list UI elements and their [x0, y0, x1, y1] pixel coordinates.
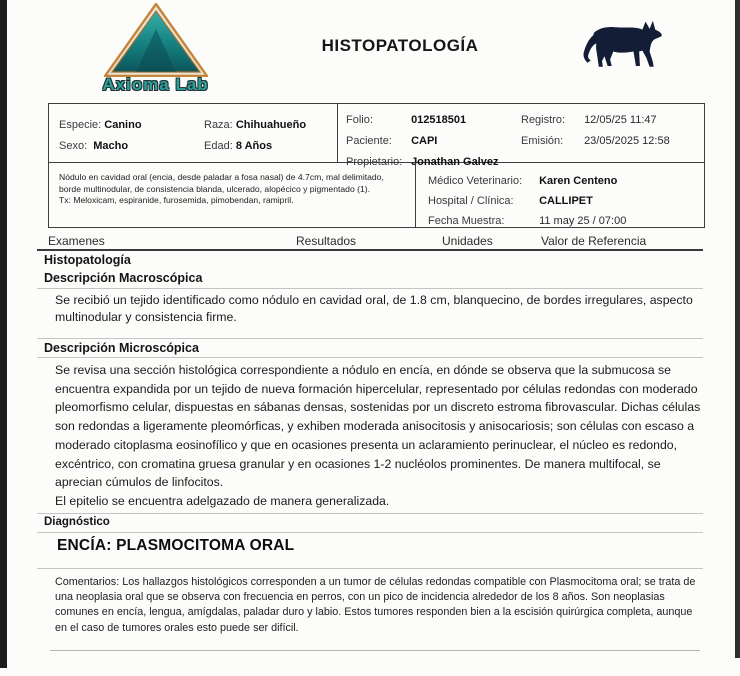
micro-divider-top [37, 338, 703, 339]
micro-paragraph-2: El epitelio se encuentra adelgazado de manera generalizada. [55, 493, 390, 508]
species-cell [49, 104, 338, 162]
section-diagnostico-title: Diagnóstico [44, 516, 110, 528]
header-divider [37, 249, 703, 251]
section-macro-title: Descripción Macroscópica [44, 271, 203, 285]
registro-field: Registro: 12/05/25 11:47 [521, 114, 657, 126]
vet-field: Médico Veterinario: Karen Centeno [428, 175, 618, 187]
diag-divider-bottom [37, 532, 703, 533]
clinical-notes-line1: Nódulo en cavidad oral (encia, desde paladar a fosa nasal) de 4.7cm, mal delimitado, borde multinodular, de consistencia blanda, ulcerado, alopécico y pigmentado (1). [59, 172, 384, 194]
macro-divider [37, 288, 703, 289]
diag-divider-top [37, 513, 703, 514]
raza-field: Raza: Chihuahueño [204, 119, 307, 131]
col-resultados: Resultados [296, 234, 357, 248]
folio-field: Folio: 012518501 [346, 114, 467, 126]
sexo-field: Sexo: Macho [59, 140, 129, 152]
edad-field: Edad: 8 Años [204, 140, 273, 152]
clinical-notes-line2: Tx: Meloxicam, espiranide, furosemida, pimobendan, ramipril. [59, 195, 294, 205]
propietario-field: Propietario: Jonathan Galvez [346, 156, 499, 168]
clinical-notes-cell [49, 163, 416, 227]
macro-description: Se recibió un tejido identificado como nódulo en cavidad oral, de 1.8 cm, blanquecino, de bordes irregulares, aspecto multinodular y consistencia firme. [55, 293, 693, 324]
photo-edge-right [735, 0, 740, 658]
micro-divider-bottom [37, 357, 703, 358]
folio-cell [338, 104, 704, 168]
micro-paragraph-1: Se revisa una sección histológica correspondiente a nódulo en encía, en dónde se observa que la submucosa se encuentra expandida por un tejido de nueva formación hipercelular, representado por células redondas con moderado pleomorfismo celular, dispuestas en sábanas densas, sostenidas por un discreto estroma fibrovascular. Dichas células son redondas a ligeramente pleomórficas, y exhiben moderada anisocitosis y anisocariosis; son células con escaso a moderado citoplasma eosinofílico y que en ocasiones presenta un aclaramiento perinuclear, el núcleo es redondo, excéntrico, con cromatina gruesa granular y en ocasiones 1-2 nucléolos prominentes. De manera multifocal, se aprecian cúmulos de linfocitos. [55, 363, 701, 490]
clinical-row [49, 163, 704, 227]
diagnosis-value: ENCÍA: PLASMOCITOMA ORAL [57, 537, 295, 554]
patient-info-table [48, 103, 705, 228]
emision-field: Emisión: 23/05/2025 12:58 [521, 135, 670, 147]
vet-cell [416, 163, 704, 227]
comments-divider [37, 568, 703, 569]
micro-description [55, 361, 703, 511]
comments-paragraph: Comentarios: Los hallazgos histológicos corresponden a un tumor de células redondas compatible con Plasmocitoma oral; se trata de una neoplasia oral que se observa con frecuencia en perros, con un pico de incidencia alrededor de los 8 años. Son neoplasias comunes en encía, lengua, amígdalas, paladar duro y labio. Estos tumores responden bien a la escisión quirúrgica completa, aunque en el caso de tumores orales esto puede ser difícil. [55, 576, 696, 634]
dog-silhouette-icon [578, 20, 668, 70]
sample-date-field: Fecha Muestra: 11 may 25 / 07:00 [428, 215, 627, 227]
col-examenes: Examenes [48, 234, 105, 248]
page-title: HISTOPATOLOGÍA [321, 36, 479, 55]
axioma-lab-logo [73, 3, 238, 95]
footer-divider [50, 650, 700, 651]
section-micro-title: Descripción Microscópica [44, 341, 199, 355]
photo-edge-left [0, 0, 7, 668]
col-unidades: Unidades [442, 234, 493, 248]
col-valor-referencia: Valor de Referencia [541, 234, 647, 248]
paciente-field: Paciente: CAPI [346, 135, 438, 147]
brand-wordmark: Axioma Lab [102, 75, 209, 94]
results-header-row [48, 234, 703, 248]
especie-field: Especie: Canino [59, 119, 142, 131]
section-histopatologia: Histopatología [44, 253, 131, 267]
patient-row [49, 104, 704, 168]
clinic-field: Hospital / Clínica: CALLIPET [428, 195, 593, 207]
triangle-logo-icon [104, 3, 208, 77]
